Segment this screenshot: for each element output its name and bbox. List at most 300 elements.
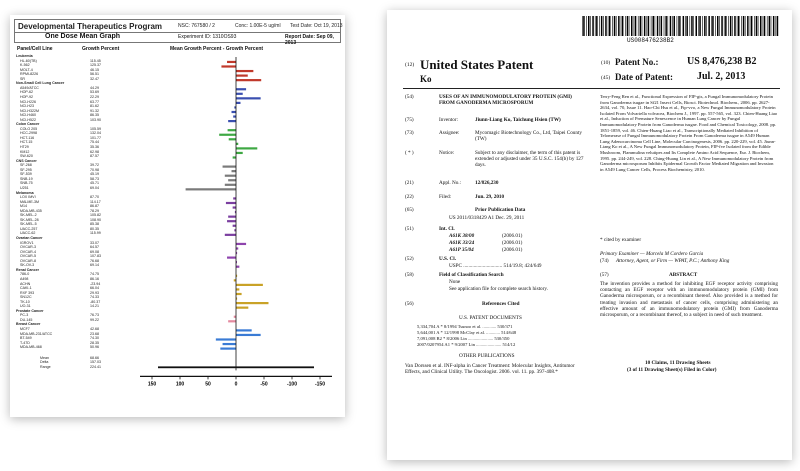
barcode-bar <box>595 16 596 36</box>
barcode-bar <box>767 16 768 36</box>
num-45: (45) <box>601 75 611 81</box>
barcode-bar <box>732 16 733 36</box>
growth-percent-value: 14.21 <box>90 304 99 309</box>
barcode-bar <box>769 16 771 36</box>
us-doc-3: 7,091,008 B2 * 8/2006 Lin ...................... 530/350 <box>417 336 510 341</box>
barcode-bar <box>608 16 609 36</box>
barcode-bar <box>651 16 652 36</box>
f56-num: (56) <box>405 301 414 307</box>
cell-line-name: SR <box>20 76 25 81</box>
int-cl-class-3: A61P 35/04 <box>449 247 474 253</box>
num-10: (10) <box>601 60 611 66</box>
cell-line-name: 786-0 <box>20 272 30 277</box>
barcode-bar <box>758 16 759 36</box>
barcode-bar <box>647 16 648 36</box>
growth-percent-value: 28.35 <box>90 340 99 345</box>
panel-group-label: CNS Cancer <box>16 158 37 163</box>
us-doc-4: 2007/0207954 A1 * 9/2007 Lin ...................... 514/12 <box>417 342 516 347</box>
col-mean-header: Mean Growth Percent - Growth Percent <box>170 46 264 52</box>
f58-note: See application file for complete search history. <box>449 286 548 292</box>
growth-percent-value: 33.07 <box>90 240 99 245</box>
growth-bar <box>223 166 236 168</box>
growth-percent-value: 58.73 <box>90 176 99 181</box>
f57-num: (57) <box>600 272 609 278</box>
cell-line-name: OVCAR-8 <box>20 258 36 263</box>
int-cl-date-1: (2006.01) <box>502 233 523 239</box>
growth-bar <box>236 266 239 268</box>
barcode-bar <box>661 16 663 36</box>
summary-value: 224.41 <box>90 364 101 369</box>
growth-percent-value: 75.44 <box>90 140 99 145</box>
cell-line-name: UO-31 <box>20 304 31 309</box>
growth-percent-value: 86.87 <box>90 204 99 209</box>
barcode-bar <box>605 16 607 36</box>
barcode-bar <box>590 16 591 36</box>
growth-bar <box>236 307 248 309</box>
barcode-bar <box>686 16 688 36</box>
barcode-bar <box>635 16 637 36</box>
growth-bar <box>236 288 239 290</box>
growth-bar <box>228 129 236 131</box>
cell-line-name: UACC-257 <box>20 226 38 231</box>
growth-percent-value: 76.68 <box>90 258 99 263</box>
other-pub-title: OTHER PUBLICATIONS <box>459 353 515 359</box>
barcode-bar <box>698 16 699 36</box>
growth-bar <box>236 75 248 77</box>
f65-value: US 2011/0318429 A1 Dec. 29, 2011 <box>449 215 525 221</box>
cell-line-name: SK-OV-3 <box>20 263 35 268</box>
barcode-bar <box>601 16 603 36</box>
growth-percent-value: 64.57 <box>90 245 99 250</box>
int-cl-class-1: A61K 38/00 <box>449 233 475 239</box>
cell-line-name: NCI-H322M <box>20 108 39 113</box>
panel-group-label: Prostate Cancer <box>16 308 44 313</box>
growth-percent-value: 69.04 <box>90 185 99 190</box>
cell-line-name: OVCAR-3 <box>20 245 36 250</box>
cell-line-name: SF-295 <box>20 167 32 172</box>
barcode-bar <box>621 16 622 36</box>
growth-percent-value: 53.69 <box>90 90 99 95</box>
f73-num: (73) <box>405 130 414 136</box>
growth-bar <box>233 156 236 158</box>
f65-num: (65) <box>405 207 414 213</box>
growth-percent-value: 66.04 <box>90 286 99 291</box>
f65-title: Prior Publication Data <box>475 207 526 213</box>
growth-bar <box>236 152 243 154</box>
summary-label: Delta <box>40 360 49 365</box>
x-axis-tick-label: 100 <box>175 381 185 388</box>
summary-value: 68.66 <box>90 355 99 360</box>
inventor-short: Ko <box>420 74 432 84</box>
barcode-bar <box>737 16 738 36</box>
x-axis-tick-label: 50 <box>205 381 211 388</box>
int-cl-date-3: (2006.01) <box>502 247 523 253</box>
growth-bar <box>226 202 236 204</box>
growth-percent-value: 63.77 <box>90 99 99 104</box>
growth-percent-value: 23.68 <box>90 331 99 336</box>
barcode-bar <box>724 16 725 36</box>
barcode-bar <box>672 16 673 36</box>
growth-percent-value: 69.08 <box>90 249 99 254</box>
growth-percent-value: 81.62 <box>90 104 99 109</box>
barcode-bar <box>678 16 680 36</box>
cell-line-name: NCI-H460 <box>20 113 36 118</box>
barcode-bar <box>741 16 742 36</box>
growth-bar <box>186 188 236 190</box>
barcode-bar <box>747 16 749 36</box>
experiment-id: Experiment ID: 1310OS93 <box>178 34 237 40</box>
growth-percent-value: 44.29 <box>90 85 99 90</box>
barcode-bar <box>625 16 626 36</box>
cell-line-name: RPMI-8226 <box>20 72 39 77</box>
panel-group-label: Non-Small Cell Lung Cancer <box>16 81 65 86</box>
barcode-bar <box>706 16 707 36</box>
f21-label: Appl. No.: <box>439 180 462 186</box>
cell-line-name: HL-60(TB) <box>20 58 37 63</box>
x-axis-tick-label: -100 <box>286 381 298 388</box>
f21-value: 12/826,230 <box>475 180 499 186</box>
patent-front-page <box>387 10 792 460</box>
f75-label: Inventor: <box>439 117 459 123</box>
f75-num: (75) <box>405 117 414 123</box>
us-doc-1: 5,334,704 A * 8/1994 Tsunoo et al. ............ 530/371 <box>417 324 513 329</box>
other-references-list: Terry-Feng Ren et al., Functional Expression of FIP-gts, a Fungal Immunomodulatory Protein from Ganoderma tsugae in Sf21 Insect Cells, Biosci. Biotechnol. Biochem., 2006. pp. 2627-2634, vol. 70, Issue 11. Hao-Chi Hsu et al., Fip-vvo, a New Fungal Immunomodulatory Protein Isolated From Volvariella volvacea, Biochem J., 1997. pp. 557-565, vol. 323. Chien-Huang Liao et al., Induction of Premature Senescence in Human Lung Cancer by Fungal Immunomodulatory Protein from Ganoderma tsugae. Food and Chemical Toxicology, 2008. pp. 1851-1859, vol. 46. Chien-Huang Liao et al., Transcriptionally Mediated Inhibition of Telomerase of Fungal Immunomodulatory Protein From Ganoderma tsugae in A549 Human Lung Adenocarcinoma Cell Line, Molecular Carcinogenesis, 2006. pp. 220-229, vol. 45. Jiunn-Liang Ko et al., A New Fungal Immunomodulatory Protein, FIP-fve Isolated from the Edible Mushroom, Flammulina velutipes and Its Complete Amino Acid Sequence, Eur. J. Biochem, 1995. pp. 244-249, vol. 228. Ching-Huang Lin et al., A New Immunomodulatory Protein from Ganoderma microsporum Inhibits Epidermal Growth Factor Mediated Migration and Invasion in A549 Lung Cancer Cells, Process Biochemistry, 2010. <box>600 94 778 172</box>
cell-line-name: T-47D <box>20 340 30 345</box>
f22-value: Jun. 29, 2010 <box>475 194 505 200</box>
growth-bar <box>225 234 236 236</box>
patent-number: US 8,476,238 B2 <box>687 56 757 67</box>
barcode-bar <box>730 16 732 36</box>
other-pub-ref: Van Dorssen et al. INF-alpha in Cancer Treatment: Molecular Insights, Antitumor Effects, and Clinical Utility. The Oncologist. 2006. vol. 11. pp. 397-408.* <box>405 363 575 376</box>
f74-num: (74) <box>600 258 609 264</box>
panel-group-label: Ovarian Cancer <box>16 236 43 240</box>
growth-percent-value: 70.98 <box>90 167 99 172</box>
growth-bar <box>229 138 236 140</box>
growth-percent-value: -23.94 <box>90 281 101 286</box>
cell-line-name: MDA-MB-435 <box>20 208 42 213</box>
doc-type-title: United States Patent <box>420 57 534 72</box>
f58-num: (58) <box>405 272 414 278</box>
growth-percent-value: 39.72 <box>90 163 99 168</box>
nci-mean-graph-document <box>10 15 345 417</box>
growth-bar <box>228 320 236 322</box>
growth-bar <box>236 97 261 99</box>
barcode-bar <box>634 16 635 36</box>
f74-value: Attorney, Agent, or Firm — WPAT, P.C.; Anthony King <box>616 258 730 264</box>
growth-percent-value: 45.71 <box>90 181 99 186</box>
cell-line-name: OVCAR-5 <box>20 254 36 259</box>
barcode-bar <box>691 16 693 36</box>
cell-line-name: SK-MEL-5 <box>20 222 37 227</box>
growth-percent-value: 22.29 <box>90 94 99 99</box>
barcode-bar <box>644 16 646 36</box>
growth-bar <box>228 179 236 181</box>
cell-line-name: MDA-MB-231/ATCC <box>20 331 53 336</box>
num-12: (12) <box>405 62 415 68</box>
barcode-bar <box>622 16 624 36</box>
growth-percent-value: 74.75 <box>90 272 99 277</box>
cell-line-name: HT29 <box>20 145 29 149</box>
cell-line-name: SN12C <box>20 295 32 300</box>
growth-bar <box>236 334 261 336</box>
cell-line-name: IGROV1 <box>20 240 34 245</box>
notice-num: ( * ) <box>405 150 414 156</box>
growth-bar <box>233 206 236 208</box>
growth-percent-value: 56.51 <box>90 72 99 77</box>
f22-label: Filed: <box>439 194 452 200</box>
cell-line-name: HCC-2998 <box>20 131 37 136</box>
cell-line-name: PC-3 <box>20 313 29 318</box>
cell-line-name: HCT-15 <box>20 140 33 145</box>
barcode-bar <box>728 16 729 36</box>
f73-label: Assignee: <box>439 130 460 136</box>
barcode-bar <box>751 16 753 36</box>
barcode-bar <box>614 16 616 36</box>
growth-bar <box>236 88 246 90</box>
barcode-bar <box>618 16 620 36</box>
growth-percent-value: 80.35 <box>90 226 99 231</box>
growth-bar <box>236 79 261 81</box>
cell-line-name: U251 <box>20 185 29 190</box>
f75-value: Jiunn-Liang Ko, Taichung Hsien (TW) <box>475 117 561 123</box>
f54-num: (54) <box>405 94 414 100</box>
barcode-bar <box>712 16 714 36</box>
barcode-bar <box>738 16 740 36</box>
barcode-bar <box>631 16 633 36</box>
conc-label: Conc: 1.00E-5 ug/ml <box>235 23 281 29</box>
growth-bar <box>233 197 236 199</box>
growth-percent-value: 74.33 <box>90 295 99 300</box>
growth-bar <box>219 134 236 136</box>
barcode-bar <box>760 16 762 36</box>
summary-value: 157.03 <box>90 360 101 365</box>
cell-line-name: SW-620 <box>20 154 33 159</box>
cell-line-name: A549/ATCC <box>20 85 39 90</box>
barcode-bar <box>699 16 701 36</box>
col-growth-header: Growth Percent <box>82 46 120 52</box>
growth-percent-value: 32.47 <box>90 76 99 81</box>
growth-percent-value: 108.90 <box>90 217 101 222</box>
growth-percent-value: 87.57 <box>90 154 99 159</box>
barcode-bar <box>764 16 766 36</box>
claims-line-2: (3 of 11 Drawing Sheet(s) Filed in Color) <box>627 367 717 373</box>
f51-label: Int. Cl. <box>439 226 455 232</box>
test-date-label: Test Date: Oct 19, 2013 <box>290 23 343 29</box>
program-title: Developmental Therapeutics Program <box>18 22 163 31</box>
cell-line-name: HCT-116 <box>20 135 35 140</box>
growth-bar <box>227 220 236 222</box>
barcode-bar <box>657 16 659 36</box>
f22-num: (22) <box>405 194 414 200</box>
barcode-bar <box>754 16 755 36</box>
cell-line-name: A498 <box>20 276 29 281</box>
cell-line-name: RXF 393 <box>20 290 35 295</box>
cell-line-name: HOP-92 <box>20 94 33 99</box>
growth-bar <box>236 93 243 95</box>
growth-bar <box>236 243 246 245</box>
growth-percent-value: 86.35 <box>90 113 99 118</box>
f58-none: None <box>449 279 461 285</box>
notice-label: Notice: <box>439 150 455 156</box>
f52-num: (52) <box>405 256 414 262</box>
col-panel-header: Panel/Cell Line <box>17 46 53 52</box>
summary-label: Mean <box>40 355 49 360</box>
barcode-bar <box>743 16 745 36</box>
cell-line-name: M14 <box>20 204 27 209</box>
cell-line-name: DU-145 <box>20 317 33 322</box>
header-divider <box>403 88 780 89</box>
growth-percent-value: 42.68 <box>90 327 99 331</box>
patent-no-label: Patent No.: <box>615 57 659 67</box>
cell-line-name: COLO 205 <box>20 126 38 131</box>
barcode-bar <box>642 16 643 36</box>
growth-percent-value: 103.90 <box>90 117 101 122</box>
growth-bar <box>216 338 236 340</box>
cell-line-name: UACC-62 <box>20 231 36 236</box>
barcode-bar <box>721 16 723 36</box>
growth-bar <box>225 175 236 177</box>
growth-percent-value: 115.45 <box>90 58 101 63</box>
cell-line-name: CAKI-1 <box>20 286 32 291</box>
f52-value: USPC .............................. 514/19.8; 424/649 <box>449 263 542 269</box>
x-axis-tick-label: 150 <box>147 381 157 388</box>
growth-percent-value: 132.04 <box>90 131 101 136</box>
growth-percent-value: 45.19 <box>90 172 99 177</box>
x-axis-tick-label: 0 <box>234 381 238 388</box>
growth-bar <box>236 329 252 331</box>
cell-line-name: TK-10 <box>20 299 30 304</box>
barcode-bar <box>717 16 719 36</box>
growth-bar <box>225 184 236 186</box>
growth-bar <box>233 115 236 117</box>
barcode-bar <box>664 16 665 36</box>
growth-bar <box>236 284 263 286</box>
x-axis-tick-label: -150 <box>314 381 326 388</box>
cell-line-name: SNB-75 <box>20 181 33 186</box>
cell-line-name: K-562 <box>20 63 30 68</box>
barcode-bar <box>638 16 639 36</box>
barcode-bar <box>670 16 672 36</box>
barcode-bar <box>777 16 779 36</box>
cell-line-name: NCI-H522 <box>20 117 36 122</box>
barcode-image <box>582 16 782 36</box>
header-row-2 <box>14 32 341 46</box>
barcode-bar <box>583 16 585 36</box>
barcode-bar <box>665 16 667 36</box>
barcode-bar <box>640 16 642 36</box>
barcode-bar <box>711 16 712 36</box>
growth-bar <box>221 65 236 67</box>
notice-value: Subject to any disclaimer, the term of this patent is extended or adjusted under 35 U.S.C. 154(b) by 127 days. <box>475 150 584 169</box>
barcode-bar <box>745 16 746 36</box>
growth-percent-value: 91.32 <box>90 108 99 113</box>
panel-group-label: Colon Cancer <box>16 122 40 127</box>
barcode-bar <box>771 16 772 36</box>
growth-bar <box>228 216 236 218</box>
growth-percent-value: -80.37 <box>90 299 101 304</box>
barcode-bar <box>612 16 613 36</box>
cell-line-name: MALME-3M <box>20 199 39 204</box>
cell-line-name: SK-MEL-2 <box>20 213 37 218</box>
growth-bar <box>227 257 236 259</box>
f21-num: (21) <box>405 180 414 186</box>
growth-bar <box>236 293 242 295</box>
growth-bar <box>236 147 257 149</box>
barcode-bar <box>685 16 686 36</box>
growth-bar <box>236 70 253 72</box>
barcode-bar <box>586 16 587 36</box>
us-docs-title: U.S. PATENT DOCUMENTS <box>459 315 522 321</box>
barcode-bar <box>773 16 775 36</box>
cell-line-name: MCF7 <box>20 327 30 331</box>
barcode-bar <box>704 16 706 36</box>
int-cl-class-2: A61K 33/24 <box>449 240 475 246</box>
primary-examiner: Primary Examiner — Marcela M Cordero Garcia <box>600 251 704 257</box>
barcode-bar <box>763 16 764 36</box>
growth-percent-value: 114.17 <box>90 199 101 204</box>
barcode-bar <box>592 16 594 36</box>
mean-graph-chart <box>140 57 340 390</box>
growth-percent-value: 76.73 <box>90 313 99 318</box>
cell-line-name: SNB-19 <box>20 176 33 181</box>
f52-label: U.S. Cl. <box>439 256 457 262</box>
abstract-title: ABSTRACT <box>669 272 698 278</box>
growth-percent-value: 78.29 <box>90 208 99 213</box>
barcode-bar <box>776 16 777 36</box>
barcode-bar <box>715 16 716 36</box>
panel-group-label: Melanoma <box>16 190 34 195</box>
growth-bar <box>228 120 236 122</box>
barcode-bar <box>653 16 655 36</box>
barcode-bar <box>708 16 710 36</box>
barcode-bar <box>603 16 604 36</box>
summary-label: Range <box>40 364 51 369</box>
nsc-label: NSC: 767580 / 2 <box>178 23 215 29</box>
barcode-bar <box>596 16 598 36</box>
barcode-bar <box>648 16 650 36</box>
int-cl-date-2: (2006.01) <box>502 240 523 246</box>
growth-percent-value: 29.93 <box>90 290 99 295</box>
growth-bar <box>236 102 240 104</box>
cell-line-name: BT-549 <box>20 336 32 341</box>
cell-line-name: KM12 <box>20 149 30 154</box>
barcode-bar <box>725 16 727 36</box>
growth-bar <box>236 302 268 304</box>
barcode-bar <box>668 16 669 36</box>
barcode-bar <box>627 16 629 36</box>
graph-title: One Dose Mean Graph <box>45 33 121 40</box>
us-doc-2: 5,644,001 A * 12/1998 McClay et al. ............ 514/648 <box>417 330 517 335</box>
growth-percent-value: 99.22 <box>90 317 99 322</box>
panel-group-label: Breast Cancer <box>16 322 41 327</box>
cell-line-name: NCI-H226 <box>20 99 36 104</box>
growth-bar <box>227 61 236 63</box>
barcode-bar <box>750 16 751 36</box>
growth-bar <box>233 225 236 227</box>
cited-by-examiner: * cited by examiner <box>600 237 642 243</box>
panel-group-label: Renal Cancer <box>16 267 39 272</box>
cell-line-name: SF-539 <box>20 172 32 177</box>
barcode-bar <box>659 16 660 36</box>
abstract-text: The invention provides a method for inhibiting EGF receptor activity comprising contacting an EGF receptor with an immunomodulatory protein (GMI) from Ganoderma microsporum, or a recombinant thereof. Also provided is a method for treating invasion and metastasis of cancer cells, comprising administering an effective amount of an immunomodulatory protein (GMI) from Ganoderma microsporum, or a recombinant thereof, to a subject in need of such treatment. <box>600 281 778 319</box>
barcode-bar <box>756 16 758 36</box>
report-date: Report Date: Sep 09, 2013 <box>285 34 334 46</box>
growth-percent-value: 50.96 <box>90 345 99 350</box>
date-of-patent-label: Date of Patent: <box>615 72 673 82</box>
growth-bar <box>232 111 236 113</box>
barcode-bar <box>609 16 611 36</box>
cell-line-name: SK-MEL-28 <box>20 217 39 222</box>
